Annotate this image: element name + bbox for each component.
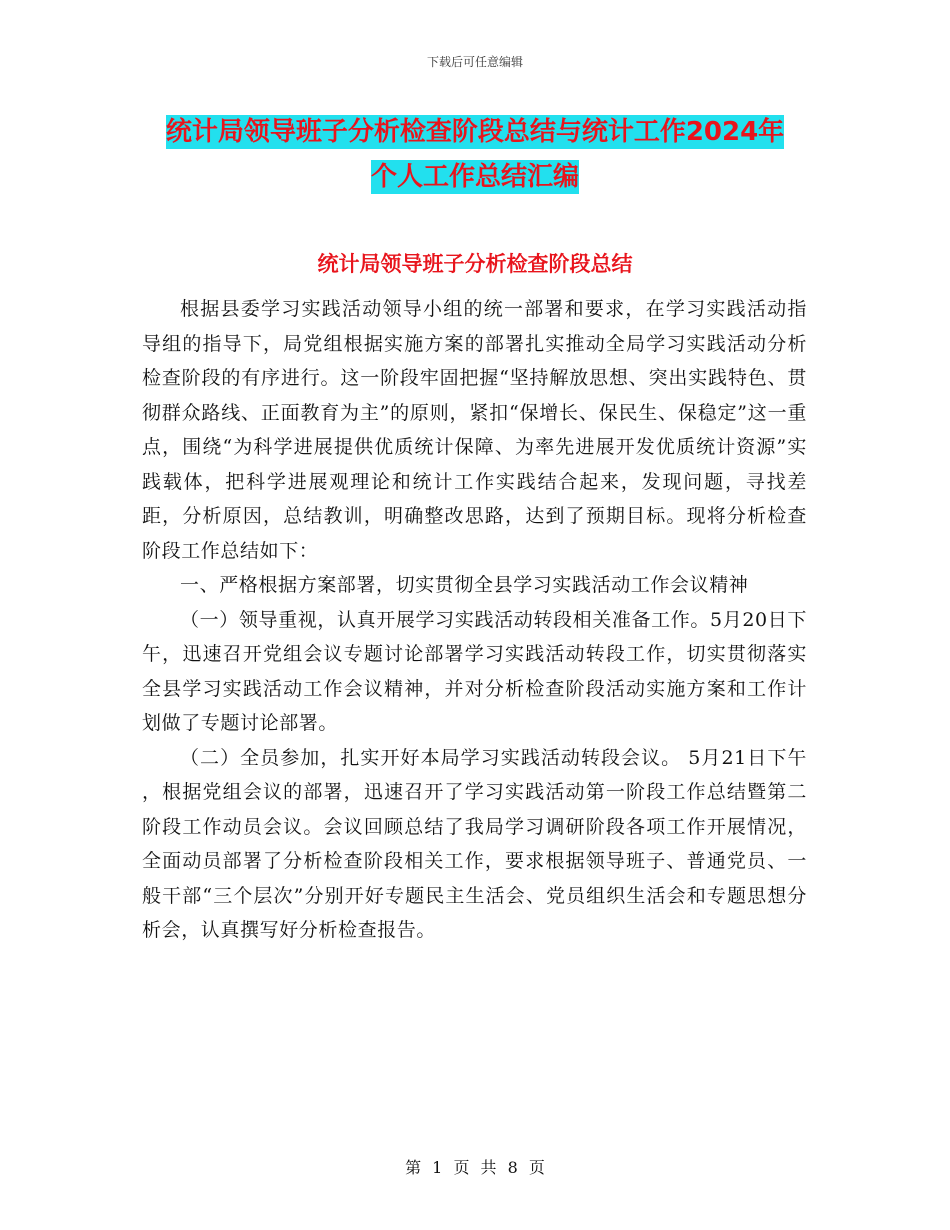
document-title-line1: 统计局领导班子分析检查阶段总结与统计工作2024年 bbox=[165, 117, 785, 147]
document-body bbox=[142, 292, 807, 948]
paragraph-intro: 根据县委学习实践活动领导小组的统一部署和要求，在学习实践活动指导组的指导下，局党组根据实施方案的部署扎实推动全局学习实践活动分析检查阶段的有序进行。这一阶段牢固把握“坚持解放思想、突出实践特色、贯彻群众路线、正面教育为主”的原则，紧扣“保增长、保民生、保稳定”这一重点，围绕“为科学进展提供优质统计保障、为率先进展开发优质统计资源”实践载体，把科学进展观理论和统计工作实践结合起来，发现问题，寻找差距，分析原因，总结教训，明确整改思路，达到了预期目标。现将分析检查阶段工作总结如下： bbox=[142, 298, 807, 562]
page-footer: 第 1 页 共 8 页 bbox=[405, 1158, 545, 1177]
paragraph-item-2: （二）全员参加，扎实开好本局学习实践活动转段会议。 5月21日下午 ，根据党组会议的部署，迅速召开了学习实践活动第一阶段工作总结暨第二阶段工作动员会议。会议回顾总结了我局学习调研阶段各项工作开展情况，全面动员部署了分析检查阶段相关工作，要求根据领导班子、普通党员、一般干部“三个层次”分别开好专题民主生活会、党员组织生活会和专题思想分析会，认真撰写好分析检查报告。 bbox=[142, 746, 807, 941]
document-title bbox=[100, 110, 850, 200]
paragraph-heading-1: 一、严格根据方案部署，切实贯彻全县学习实践活动工作会议精神 bbox=[180, 574, 749, 596]
section-title: 统计局领导班子分析检查阶段总结 bbox=[317, 252, 633, 276]
document-title-line2: 个人工作总结汇编 bbox=[370, 162, 579, 192]
paragraph-item-1: （一）领导重视，认真开展学习实践活动转段相关准备工作。5月20日下午，迅速召开党组会议专题讨论部署学习实践活动转段工作，切实贯彻落实全县学习实践活动工作会议精神，并对分析检查阶段活动实施方案和工作计划做了专题讨论部署。 bbox=[142, 608, 807, 734]
header-note: 下载后可任意编辑 bbox=[426, 55, 523, 69]
